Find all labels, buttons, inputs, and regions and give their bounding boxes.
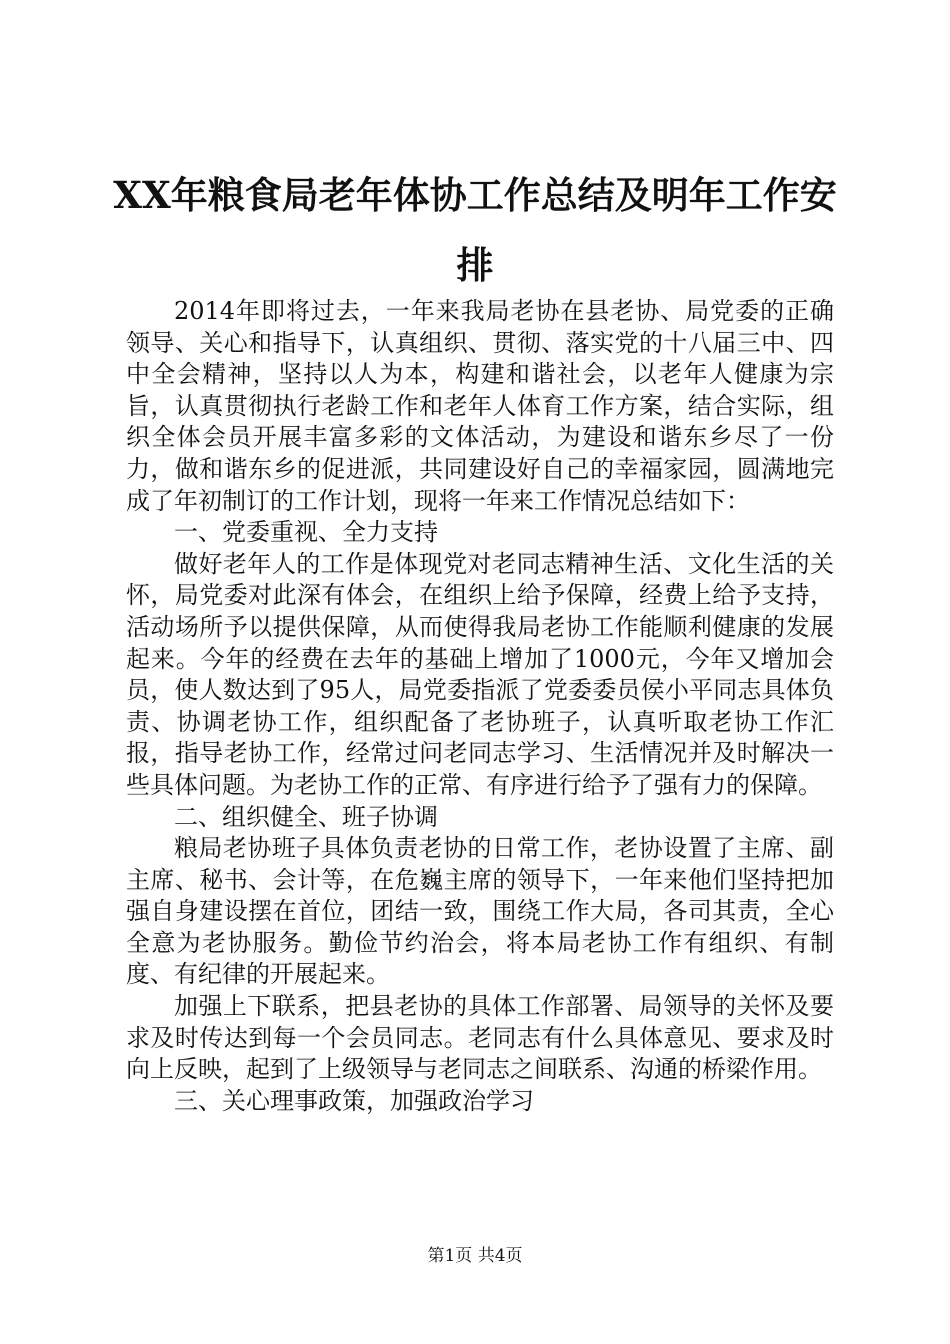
- section-1-paragraph: 做好老年人的工作是体现党对老同志精神生活、文化生活的关怀，局党委对此深有体会，在组织上给予保障，经费上给予支持，活动场所予以提供保障，从而使得我局老协工作能顺利健康的发展起来。今年的经费在去年的基础上增加了1000元，今年又增加会员，使人数达到了95人，局党委指派了党委委员侯小平同志具体负责、协调老协工作，组织配备了老协班子，认真听取老协工作汇报，指导老协工作，经常过问老同志学习、生活情况并及时解决一些具体问题。为老协工作的正常、有序进行给予了强有力的保障。: [126, 549, 834, 799]
- section-2-paragraph-1: 粮局老协班子具体负责老协的日常工作，老协设置了主席、副主席、秘书、会计等，在危巍主席的领导下，一年来他们坚持把加强自身建设摆在首位，团结一致，围绕工作大局，各司其责，全心全意为老协服务。勤俭节约治会，将本局老协工作有组织、有制度、有纪律的开展起来。: [126, 834, 834, 989]
- section-2-paragraph-2: 加强上下联系，把县老协的具体工作部署、局领导的关怀及要求及时传达到每一个会员同志。老同志有什么具体意见、要求及时向上反映，起到了上级领导与老同志之间联系、沟通的桥梁作用。: [126, 992, 834, 1084]
- intro-paragraph: 2014年即将过去，一年来我局老协在县老协、局党委的正确领导、关心和指导下，认真组织、贯彻、落实党的十八届三中、四中全会精神，坚持以人为本，构建和谐社会，以老年人健康为宗旨，认真贯彻执行老龄工作和老年人体育工作方案，结合实际，组织全体会员开展丰富多彩的文体活动，为建设和谐东乡尽了一份力，做和谐东乡的促进派，共同建设好自己的幸福家园，圆满地完成了年初制订的工作计划，现将一年来工作情况总结如下：: [126, 297, 834, 515]
- document-body: [126, 296, 834, 1117]
- section-heading-3: 三、关心理事政策，加强政治学习: [174, 1086, 534, 1115]
- section-heading-2: 二、组织健全、班子协调: [174, 802, 438, 831]
- page-footer: 第1页 共4页: [427, 1246, 523, 1266]
- section-heading-1: 一、党委重视、全力支持: [174, 518, 438, 547]
- document-title: XX年粮食局老年体协工作总结及明年工作安排: [113, 173, 837, 287]
